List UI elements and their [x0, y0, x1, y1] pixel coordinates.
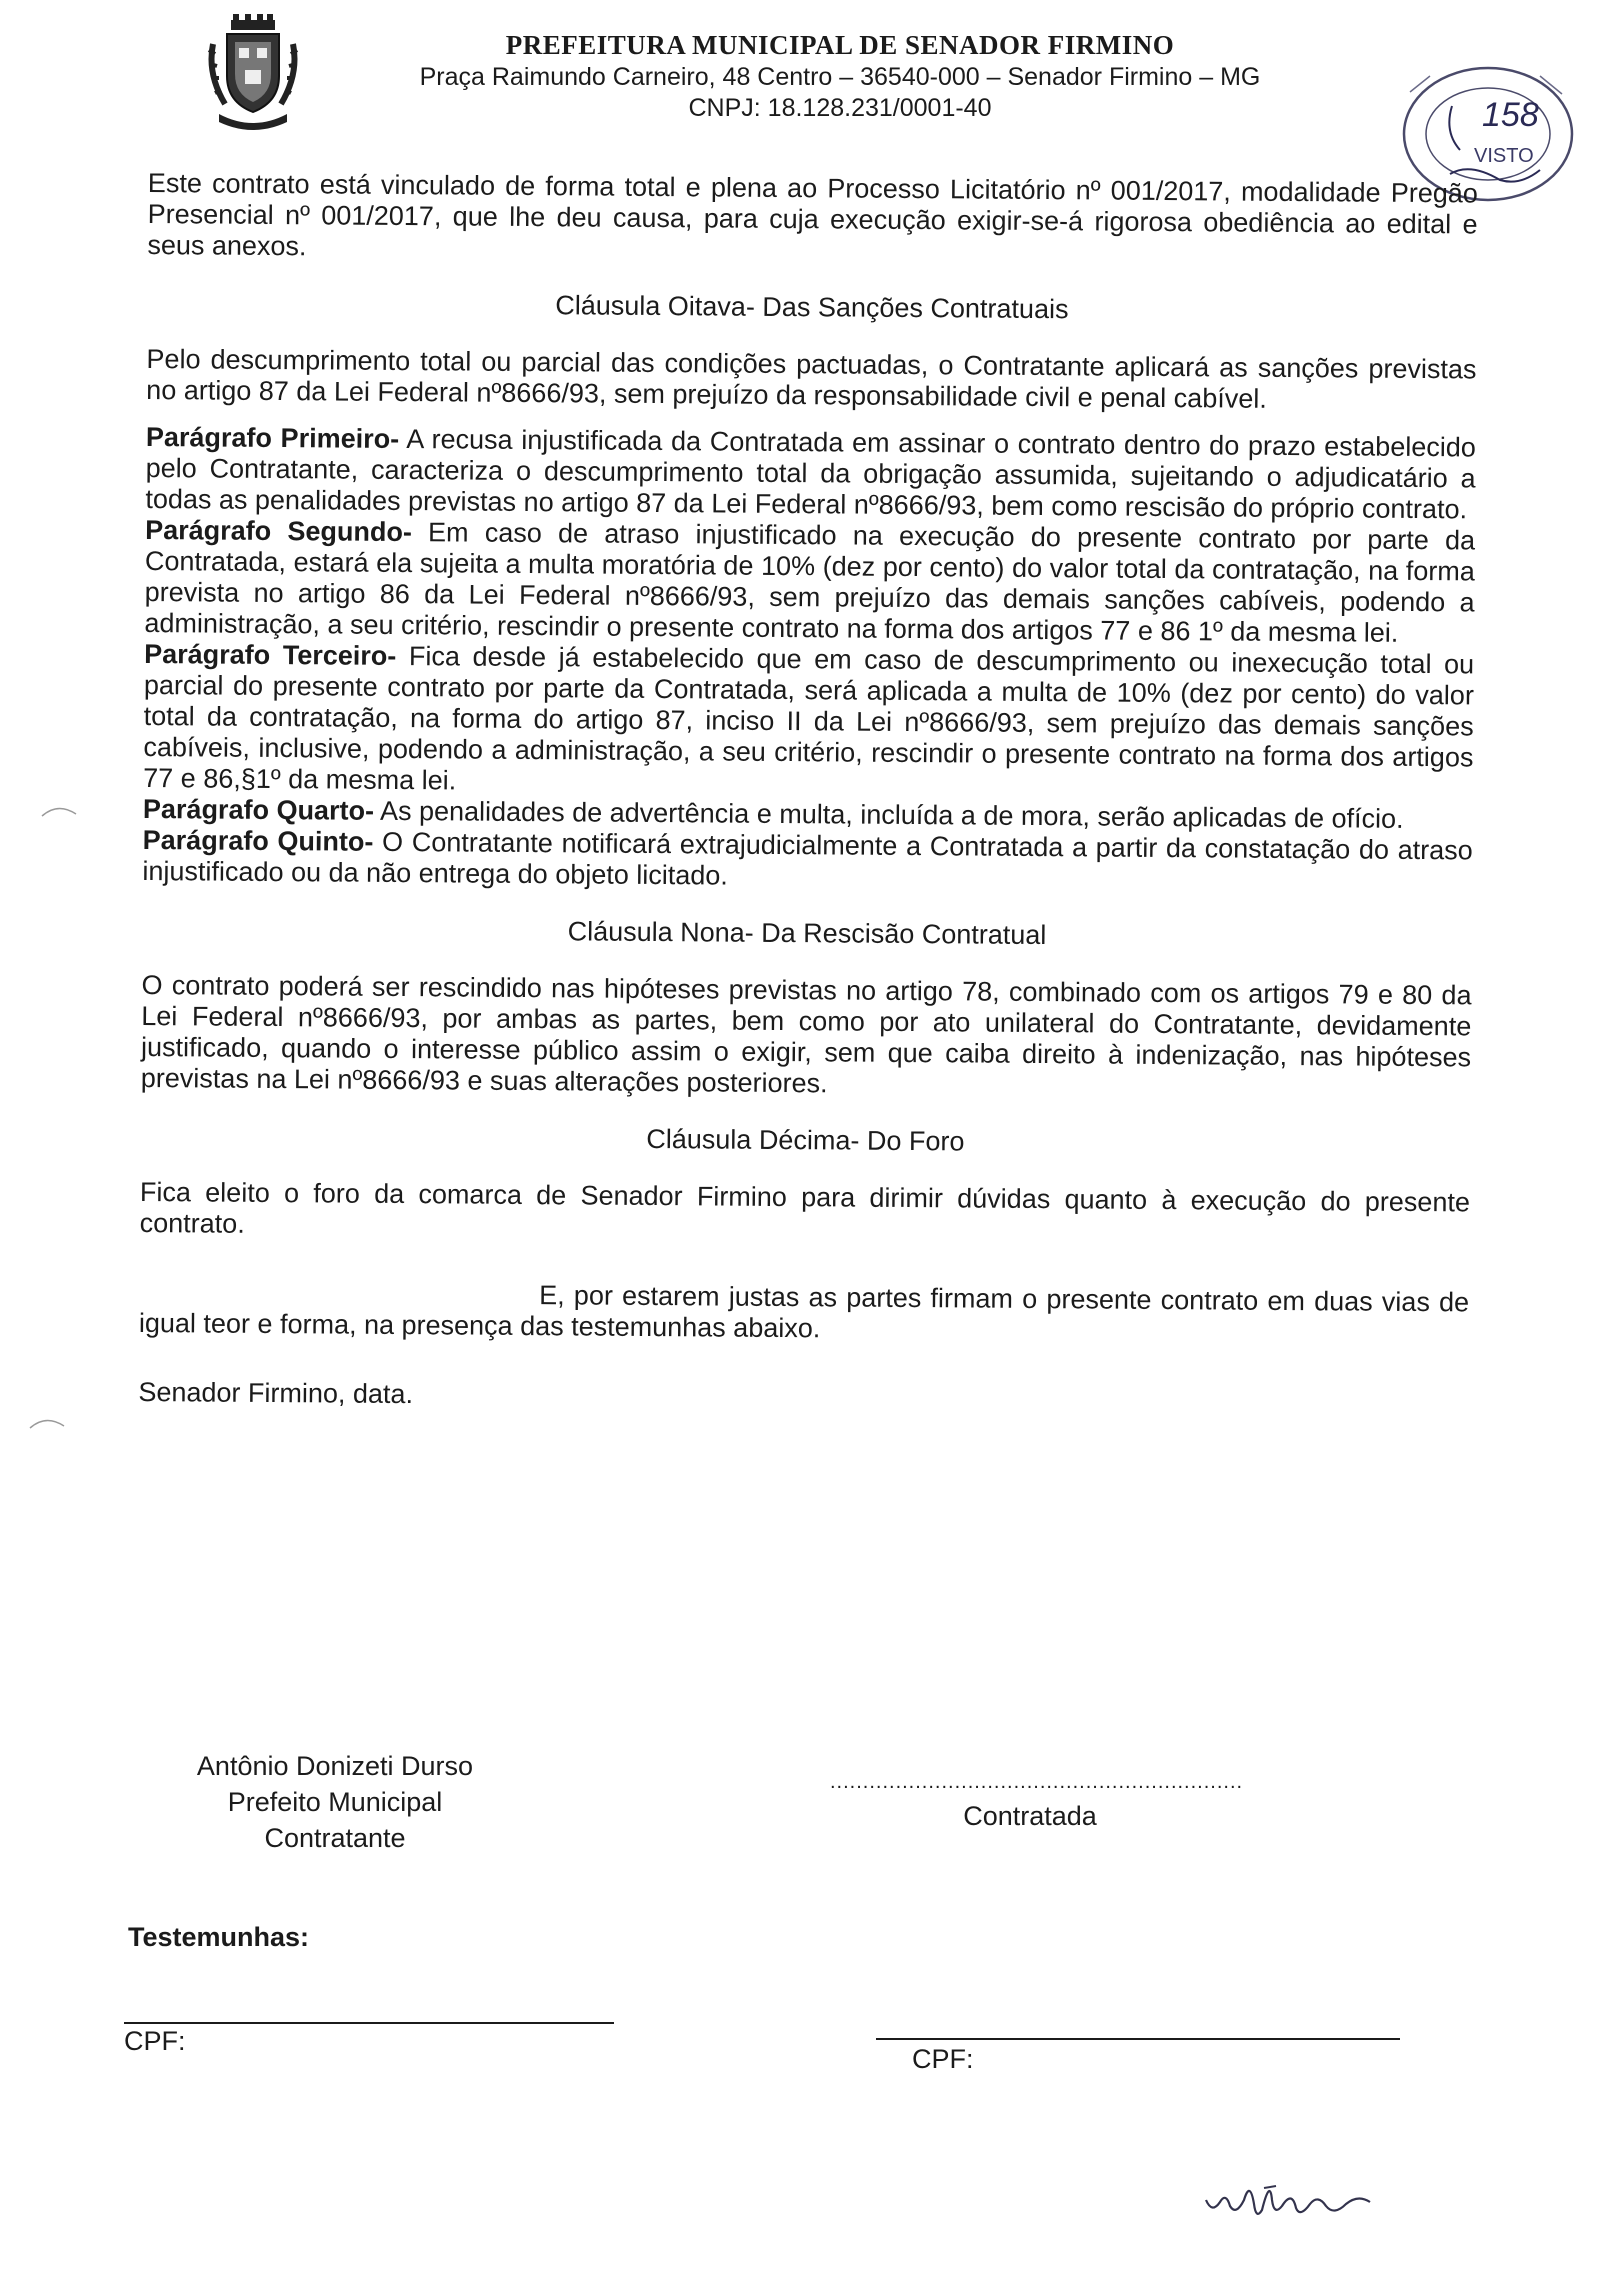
margin-mark: [28, 1412, 68, 1432]
paragraph-second: [144, 515, 1475, 649]
letterhead-title: PREFEITURA MUNICIPAL DE SENADOR FIRMINO: [505, 30, 1175, 60]
signer-party: Contratante: [264, 1823, 406, 1853]
place-and-date: Senador Firmino, data.: [138, 1376, 414, 1410]
paragraph-fifth: [142, 825, 1472, 897]
contracted-signature-block: [830, 1771, 1244, 1834]
paragraph-first: [145, 422, 1476, 525]
paragraph-fifth-label: Parágrafo Quinto-: [142, 824, 374, 857]
letterhead: [330, 28, 1350, 124]
paragraph-third-text: Fica desde já estabelecido que em caso de descumprimento ou inexecução total ou parcial do presente contrato por parte da Contratada, será aplicada a multa de 10% (dez por cento) do valor total da contratação, na forma do artigo 87, inciso II da Lei nº8666/93, sem prejuízo das demais sanções cabíveis, inclusive, podendo a administração, a seu critério, rescindir o presente contrato na forma dos artigos 77 e 86,§1º da mesma lei.: [143, 640, 1475, 796]
clause-ten-title: Cláusula Décima- Do Foro: [646, 1123, 965, 1157]
municipal-crest-logo: [205, 14, 301, 132]
paragraph-third: [143, 639, 1474, 804]
paragraph-first-text: A recusa injustificada da Contratada em assinar o contrato dentro do prazo estabelecido pelo Contratante, caracteriza o descumprimento total da obrigação assumida, sujeitando o adjudicatário a todas as penalidades previstas no artigo 87 da Lei Federal nº8666/93, bem como rescisão do próprio contrato.: [145, 423, 1476, 525]
signer-role: Prefeito Municipal: [227, 1787, 443, 1817]
signer-name: Antônio Donizeti Durso: [196, 1751, 474, 1781]
paragraph-fourth-label: Parágrafo Quarto-: [142, 793, 375, 826]
contract-body: [138, 168, 1478, 1418]
stamp-page-number: 158: [1482, 96, 1539, 134]
paragraph-fifth-text: O Contratante notificará extrajudicialmente a Contratada a partir da constatação do atraso injustificado ou da não entrega do objeto licitado.: [142, 826, 1473, 891]
paragraph-second-label: Parágrafo Segundo-: [145, 514, 413, 548]
clause-nine-title: Cláusula Nona- Da Rescisão Contratual: [567, 916, 1047, 951]
paragraph-second-text: Em caso de atraso injustificado na execução do presente contrato por parte da Contratada, estará ela sujeita a multa moratória de 10% (dez por cento) do valor total da contratação, na forma prevista no artigo 86 da Lei Federal nº8666/93, sem prejuízo das demais sanções cabíveis, podendo a administração, a seu critério, rescindir o presente contrato na forma dos artigos 77 e 86 1º da mesma lei.: [144, 517, 1476, 648]
witness-left-signature-line: [124, 2022, 614, 2024]
witnesses-title: Testemunhas:: [128, 1922, 310, 1952]
handwritten-initials: [1200, 2160, 1380, 2230]
clause-eight-title: Cláusula Oitava- Das Sanções Contratuais: [555, 290, 1069, 325]
paragraph-fourth-text: As penalidades de advertência e multa, incluída a de mora, serão aplicadas de ofício.: [373, 795, 1404, 834]
contractor-signature-block: [170, 1748, 500, 1856]
letterhead-address: Praça Raimundo Carneiro, 48 Centro – 36540-000 – Senador Firmino – MG: [419, 63, 1261, 91]
closing-paragraph: E, por estarem justas as partes firmam o presente contrato em duas vias de igual teor e forma, na presença das testemunhas abaixo.: [138, 1280, 1470, 1344]
margin-mark: [40, 800, 80, 820]
witness-left-cpf: CPF:: [124, 2026, 186, 2056]
clause-ten-text: Fica eleito o foro da comarca de Senador Firmino para dirimir dúvidas quanto à execução do presente contrato.: [139, 1176, 1471, 1239]
clause-eight-text: Pelo descumprimento total ou parcial das condições pactuadas, o Contratante aplicará as sanções previstas no artigo 87 da Lei Federal nº8666/93, sem prejuízo da responsabilidade civil e penal cabível.: [146, 343, 1477, 414]
witness-right-signature-line: [876, 2038, 1400, 2040]
stamp-text: VISTO: [1474, 145, 1534, 167]
intro-paragraph: Este contrato está vinculado de forma total e plena ao Processo Licitatório nº 001/2017, modalidade Pregão Presencial nº 001/2017, que lhe deu causa, para cuja execução exigir-se-á rigorosa obediência ao edital e seus anexos.: [147, 168, 1478, 262]
witness-right-cpf: CPF:: [912, 2044, 974, 2074]
signature-dotted-line: ...............................................................: [830, 1771, 1244, 1793]
paragraph-first-label: Parágrafo Primeiro-: [145, 421, 400, 454]
clause-nine-text: O contrato poderá ser rescindido nas hipóteses previstas no artigo 78, combinado com os artigos 79 e 80 da Lei Federal nº8666/93, por ambas as partes, bem como por ato unilateral do Contratante, devidamente justificado, quando o interesse público assim o exigir, sem que caiba direito à indenização, nas hipóteses previstas na Lei nº8666/93 e suas alterações posteriores.: [140, 969, 1472, 1099]
contracted-party-label: Contratada: [963, 1801, 1097, 1831]
paragraph-third-label: Parágrafo Terceiro-: [144, 638, 397, 671]
letterhead-cnpj: CNPJ: 18.128.231/0001-40: [688, 94, 992, 122]
